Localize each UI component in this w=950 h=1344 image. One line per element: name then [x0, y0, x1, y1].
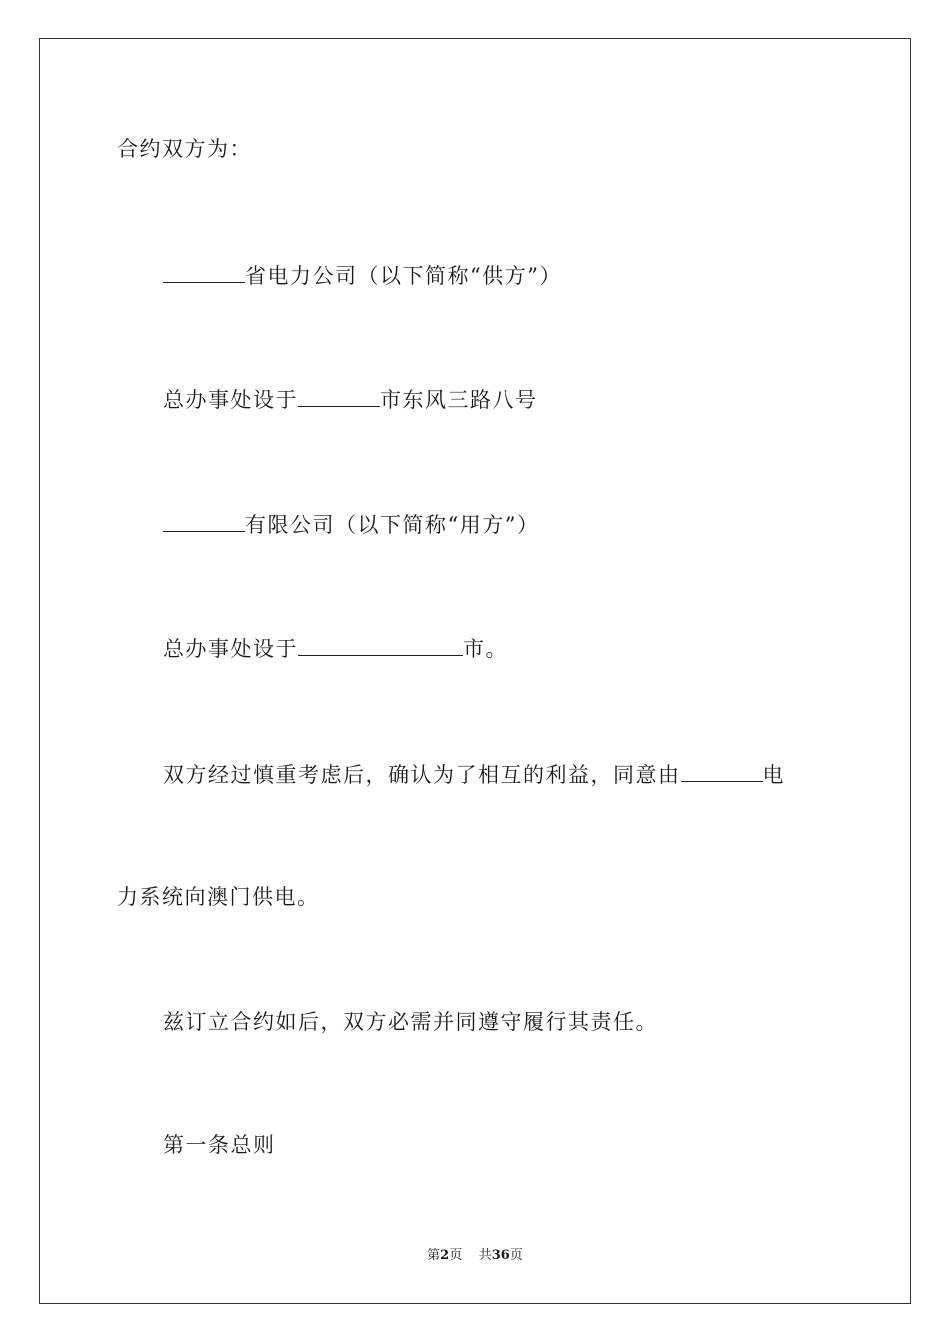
total-prefix: 共 — [478, 1248, 492, 1263]
supplier-name-text: 省电力公司（以下简称“供方”） — [245, 264, 562, 288]
agreement-continuation: 力系统向澳门供电。 — [117, 885, 320, 909]
blank-user-city[interactable] — [298, 637, 463, 656]
blank-supplier-city[interactable] — [298, 388, 380, 407]
total-pages: 36 — [491, 1248, 510, 1263]
supplier-address-suffix: 市东风三路八号 — [380, 388, 538, 412]
page-suffix: 页 — [449, 1248, 463, 1263]
page-prefix: 第 — [427, 1248, 441, 1263]
blank-supplier-province[interactable] — [163, 264, 245, 283]
page-number: 2 — [440, 1248, 450, 1263]
user-address-suffix: 市。 — [463, 637, 508, 661]
blank-power-system[interactable] — [681, 763, 763, 782]
blank-user-company[interactable] — [163, 513, 245, 532]
agreement-line — [163, 763, 785, 786]
user-name-text: 有限公司（以下简称“用方”） — [245, 513, 540, 537]
obligation-paragraph: 兹订立合约如后，双方必需并同遵守履行其责任。 — [163, 1010, 658, 1034]
supplier-address-line — [163, 388, 538, 411]
supplier-line — [163, 264, 562, 287]
agreement-suffix: 电 — [762, 763, 785, 787]
user-line — [163, 513, 539, 536]
page-border — [39, 38, 911, 1304]
parties-heading: 合约双方为： — [117, 137, 252, 161]
user-address-prefix: 总办事处设于 — [163, 637, 298, 661]
user-address-line — [163, 637, 508, 660]
supplier-address-prefix: 总办事处设于 — [163, 388, 298, 412]
total-suffix: 页 — [509, 1248, 523, 1263]
agreement-prefix: 双方经过慎重考虑后，确认为了相互的利益，同意由 — [163, 763, 681, 787]
page-footer — [0, 1249, 950, 1262]
article-one-heading: 第一条总则 — [163, 1133, 276, 1157]
